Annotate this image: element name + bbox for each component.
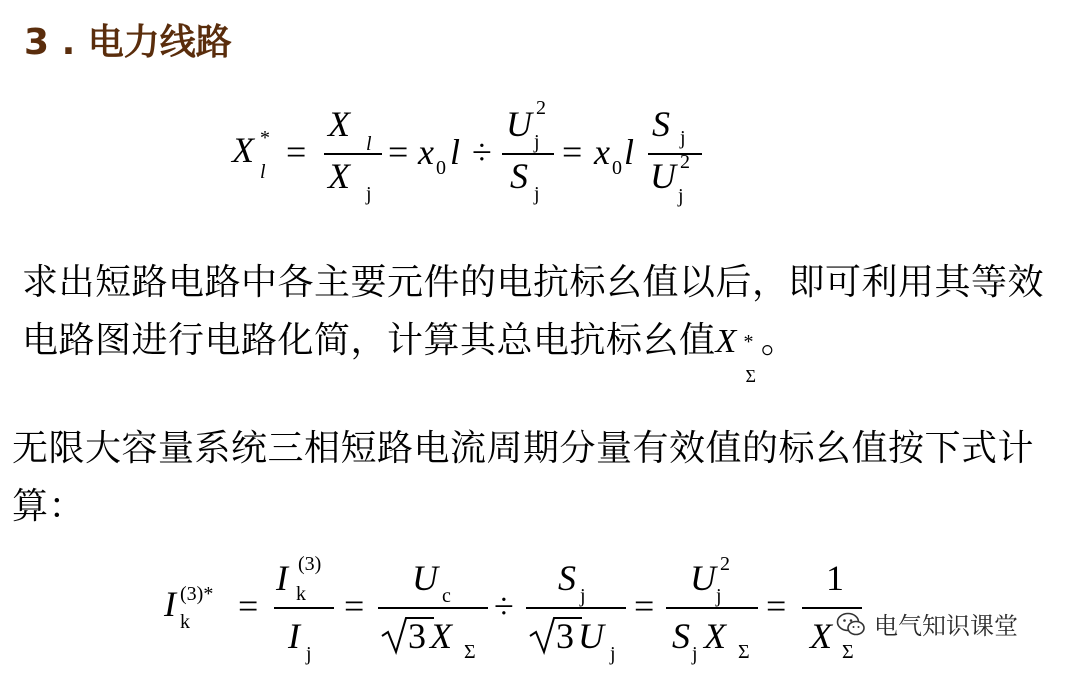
f1-x0l-a-sub: 0 xyxy=(436,157,446,179)
f1-x0l-a-l: l xyxy=(450,132,461,172)
f1-d2: S xyxy=(510,156,528,196)
f2-d4b-sub: Σ xyxy=(738,641,750,663)
f2-d3-sub: j xyxy=(610,643,616,665)
f2-lhs-sub: k xyxy=(180,611,190,633)
f2-n2: U xyxy=(412,558,438,598)
f1-n1-sub: l xyxy=(366,133,372,155)
f1-d3-sub: j xyxy=(678,185,684,207)
xsig-sub: Σ xyxy=(745,366,757,386)
f2-d4-sub: j xyxy=(692,643,698,665)
f2-eq3: = xyxy=(634,586,655,626)
f2-d1: I xyxy=(288,616,300,656)
paragraph-network-simplification xyxy=(22,254,1062,386)
f2-n4-sub: j xyxy=(716,585,722,607)
f2-n2-sub: c xyxy=(442,585,451,607)
f2-n1-sub: k xyxy=(296,583,306,605)
formula-line-reactance xyxy=(220,92,720,212)
f1-eq2: = xyxy=(388,132,409,172)
f2-d2-sub: Σ xyxy=(464,641,476,663)
f1-lhs: X xyxy=(232,130,254,170)
f1-d1: X xyxy=(328,156,350,196)
f1-eq3: = xyxy=(562,132,583,172)
f1-d2-sub: j xyxy=(534,183,540,205)
f2-d2-root: 3 xyxy=(408,616,426,656)
watermark-text: 电气知识课堂 xyxy=(874,612,1018,640)
f1-n1: X xyxy=(328,104,350,144)
f2-eq4: = xyxy=(766,586,787,626)
f1-x0l-b-l: l xyxy=(624,132,635,172)
section-heading: 3 . 电力线路 xyxy=(24,22,232,63)
f1-n2-sup: 2 xyxy=(536,97,546,119)
f1-x0l-a: x xyxy=(418,132,434,172)
xsig-sup: * xyxy=(743,331,755,353)
f1-x0l-b-sub: 0 xyxy=(612,157,622,179)
f2-d4b: X xyxy=(704,616,726,656)
f2-n1-sup: (3) xyxy=(298,553,322,575)
f2-d3: U xyxy=(578,616,604,656)
paragraph-short-circuit-current: 无限大容量系统三相短路电流周期分量有效值的标幺值按下式计算： xyxy=(12,428,1035,527)
f2-d5: X xyxy=(810,616,832,656)
paragraph1-end: 。 xyxy=(760,320,798,361)
f2-n3-sub: j xyxy=(580,585,586,607)
f1-d1-sub: j xyxy=(366,183,372,205)
f2-lhs: I xyxy=(164,584,176,624)
f2-lhs-sup: (3)* xyxy=(180,583,214,605)
f1-n2-sub: j xyxy=(534,131,540,153)
f1-lhs-sub: l xyxy=(260,161,266,183)
f1-lhs-sup: * xyxy=(260,127,270,149)
formula-short-circuit-current xyxy=(150,548,870,674)
f1-n2: U xyxy=(506,104,532,144)
wechat-icon xyxy=(836,611,866,637)
f2-n1: I xyxy=(276,558,288,598)
f2-div: ÷ xyxy=(494,586,514,626)
paragraph1-text: 求出短路电路中各主要元件的电抗标幺值以后，即可利用其等效电路图进行电路化简，计算其总电抗标幺值 xyxy=(22,262,1045,361)
f1-div: ÷ xyxy=(472,132,492,172)
f1-x0l-b: x xyxy=(594,132,610,172)
watermark xyxy=(836,606,1018,641)
f1-d3: U xyxy=(650,156,676,196)
f2-d5-sub: Σ xyxy=(842,641,854,663)
f2-d1-sub: j xyxy=(306,643,312,665)
total-reactance-symbol xyxy=(715,323,757,386)
f1-eq1: = xyxy=(286,132,307,172)
f2-n4: U xyxy=(690,558,716,598)
f1-n3-sub: j xyxy=(680,127,686,149)
f2-eq1: = xyxy=(238,586,259,626)
f1-n3: S xyxy=(652,104,670,144)
f2-eq2: = xyxy=(344,586,365,626)
f2-n4-sup: 2 xyxy=(720,553,730,575)
f1-d3-sup: 2 xyxy=(680,151,690,173)
f2-d2: X xyxy=(430,616,452,656)
f2-d4: S xyxy=(672,616,690,656)
f2-n3: S xyxy=(558,558,576,598)
f2-n5: 1 xyxy=(826,558,844,598)
xsig-base: X xyxy=(715,323,737,360)
f2-d3-root: 3 xyxy=(556,616,574,656)
